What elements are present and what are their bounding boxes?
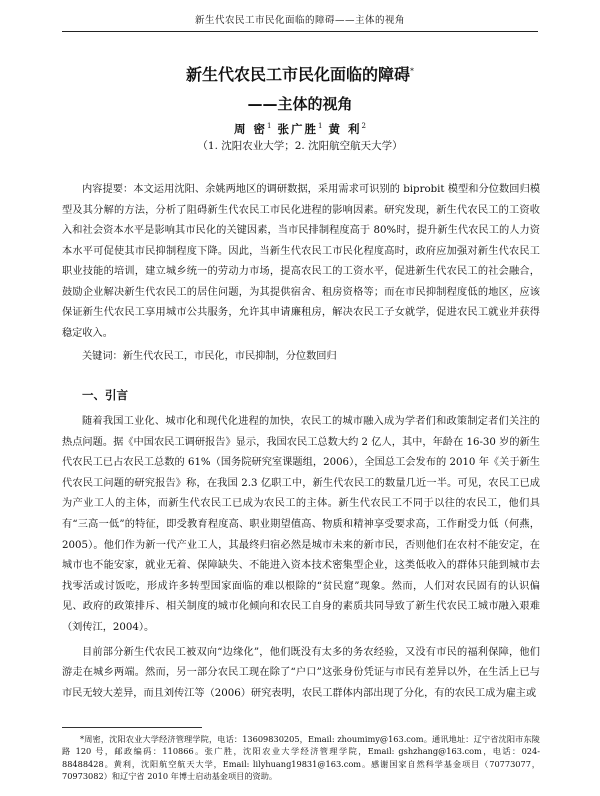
abstract-label: 内容提要：	[82, 184, 134, 195]
author-affiliation-mark: 2	[361, 122, 366, 131]
keywords	[82, 348, 540, 366]
author-name: 张广胜	[277, 122, 319, 136]
affiliation: （1. 沈阳农业大学；2. 沈阳航空航天大学）	[197, 140, 403, 152]
abstract-text: 本文运用沈阳、余姚两地区的调研数据，采用需求可识别的 biprobit 模型和分位数回归模型及其分解的方法，分析了阻碍新生代农民工市民化进程的影响因素。研究发现，新生代农民工的工资收入和社会资本水平是影响其市民化的关键因素，当市民排制程度高于 80%时，提升新生代农民工的人力资本水平可促使其市民抑制程度下降。因此，当新生代农民工市民化程度高时，政府应加强对新生代农民工职业技能的培训，建立城乡统一的劳动力市场，提高农民工的工资水平，促进新生代农民工的社会融合，鼓励企业解决新生代农民工的居住问题，为其提供宿舍、租房资格等；而在市民抑制程度低的地区，应该保证新生代农民工享用城市公共服务，允许其申请廉租房，解决农民工子女就学，促进农民工就业并获得稳定收入。	[62, 184, 541, 339]
author-name: 周 密	[234, 122, 268, 136]
paragraph: 目前部分新生代农民工被双向“边缘化”，他们既没有太多的务农经验，又没有市民的福利保障，他们游走在城乡两端。然而，另一部分农民工现在除了“户口”这张身份凭证与市民有差异以外，在生活上已与市民无较大差异，而且刘传江等（2006）研究表明，农民工群体内部出现了分化，有的农民工成为雇主或	[62, 646, 540, 699]
title-footnote-mark: *	[410, 66, 414, 76]
author-name: 黄 利	[328, 122, 362, 136]
section-heading: 一、引言	[82, 388, 128, 402]
abstract	[62, 180, 540, 344]
author-affiliation-mark: 1	[318, 122, 323, 131]
paper-title	[0, 62, 600, 85]
title-text: 新生代农民工市民化面临的障碍	[185, 65, 410, 84]
keywords-label: 关键词：	[82, 351, 123, 362]
running-header: 新生代农民工市民化面临的障碍——主体的视角	[194, 15, 405, 26]
author-line	[0, 121, 600, 137]
author-affiliation-mark: 1	[267, 122, 272, 131]
paragraph: 随着我国工业化、城市化和现代化进程的加快，农民工的城市融入成为学者们和政策制定者们关注的热点问题。据《中国农民工调研报告》显示，我国农民工总数大约 2 亿人，其中，年龄在 16-30 岁的新生代农民工已占农民工总数的 61%（国务院研究室课题组，2006），全国总工会发布的 2010 年《关于新生代农民工问题的研究报告》称，在我国 2.3 亿职工中，新生代农民工的数量几近一半。可见，农民工已成为产业工人的主体，而新生代农民工已成为农民工的主体。新生代农民工不同于以往的农民工，他们具有“三高一低”的特征，即受教育程度高、职业期望值高、物质和精神享受要求高，工作耐受力低（何燕，2005）。他们作为新一代产业工人，其最终归宿必然是城市未来的新市民，否则他们在农村不能安定，在城市也不能安家，就业无着、保障缺失、不能进入资本技术密集型企业，这类低收入的群体只能到城市去找零活或讨饭吃，形成许多转型国家面临的难以根除的“贫民窟”现象。然而，人们对农民固有的认识偏见、政府的政策排斥、相关制度的城市化倾向和农民工自身的素质共同导致了新生代农民工城市融入艰难（刘传江，2004）。	[62, 416, 540, 633]
header-rule	[62, 31, 538, 32]
body-text	[62, 412, 540, 708]
footnote: *周密，沈阳农业大学经济管理学院，电话：13609830205，Email: zhoumimy@163.com。通讯地址：辽宁省沈阳市东陵路 120 号，邮政编码：110866。张广胜，沈阳农业大学经济管理学院，Email: gshzhang@163.com，电话：024-88488428。黄利，沈阳航空航天大学，Email: lilyhuang19831@163.com。感谢国家自然科学基金项目（70773077，70973082）和辽宁省 2010 年博士启动基金项目的资助。	[62, 734, 540, 782]
paper-subtitle: ——主体的视角	[247, 95, 353, 113]
footnote-rule	[62, 727, 202, 728]
keywords-text: 新生代农民工，市民化，市民抑制，分位数回归	[122, 351, 337, 362]
